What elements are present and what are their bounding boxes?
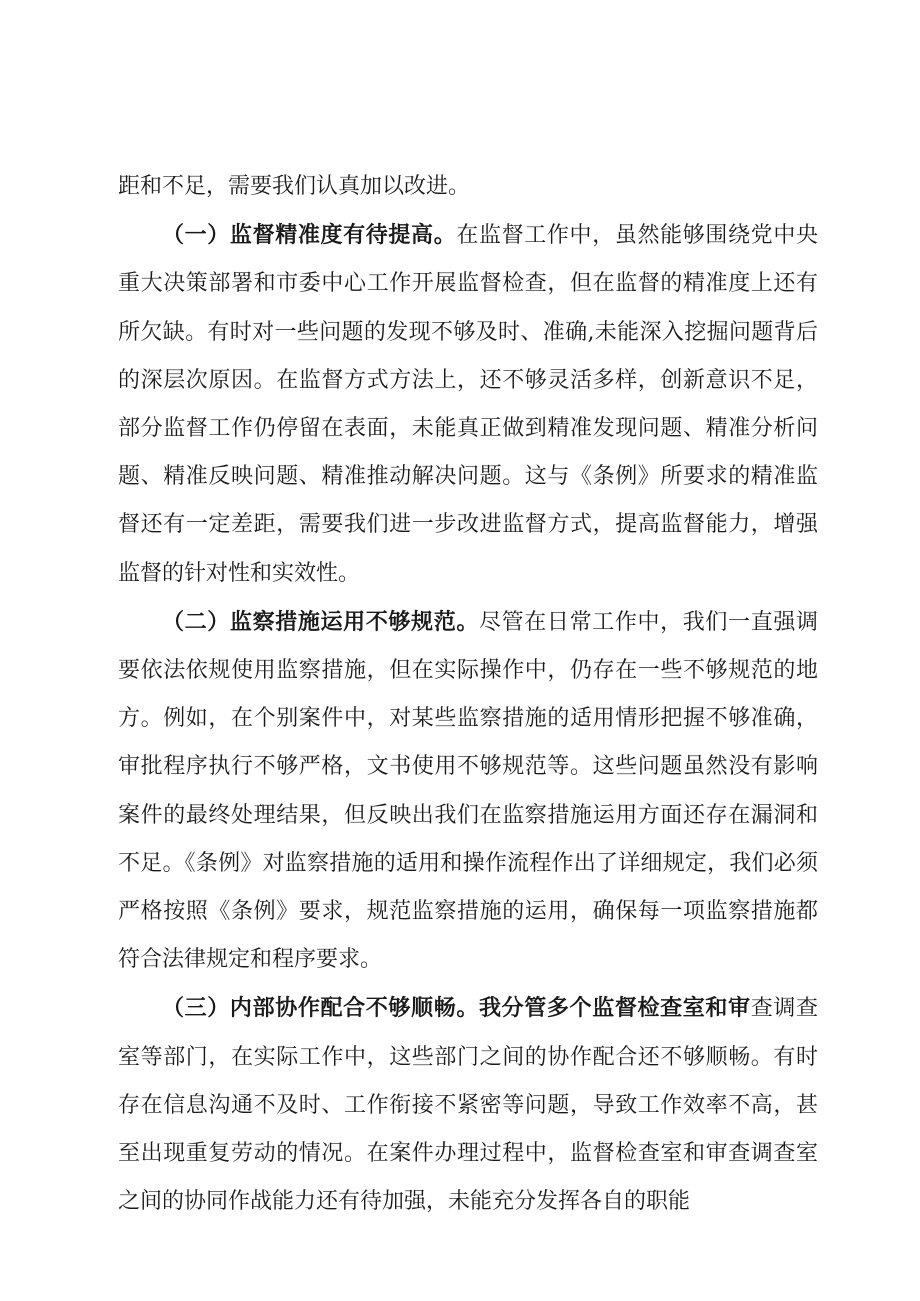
document-body (118, 163, 818, 1226)
section-heading-2: （二）监察措施运用不够规范。 (162, 608, 479, 635)
paragraph-text: 在监督工作中，虽然能够围绕党中央重大决策部署和市委中心工作开展监督检查，但在监督的精准度上还有所欠缺。有时对一些问题的发现不够及时、准确,未能深入挖掘问题背后的深层次原因。在监督方式方法上，还不够灵活多样，创新意识不足，部分监督工作仍停留在表面，未能真正做到精准发现问题、精准分析问题、精准反映问题、精准推动解决问题。这与《条例》所要求的精准监督还有一定差距，需要我们进一步改进监督方式，提高监督能力，增强监督的针对性和实效性。 (118, 223, 818, 586)
section-heading-1: （一）监督精准度有待提高。 (162, 222, 457, 249)
paragraph-text: 查调查室等部门，在实际工作中，这些部门之间的协作配合还不够顺畅。有时存在信息沟通不及时、工作衔接不紧密等问题，导致工作效率不高，甚至出现重复劳动的情况。在案件办理过程中，监督检查室和审查调查室之间的协同作战能力还有待加强，未能充分发挥各自的职能 (118, 996, 818, 1215)
paragraph-text: 距和不足，需要我们认真加以改进。 (118, 174, 471, 199)
bold-sentence: 我分管多个监督检查室和审 (478, 995, 751, 1022)
paragraph-continuation (118, 163, 818, 211)
section-heading-3: （三）内部协作配合不够顺畅。 (162, 995, 479, 1022)
paragraph-section-1 (118, 211, 818, 598)
paragraph-section-2 (118, 598, 818, 985)
paragraph-text: 尽管在日常工作中，我们一直强调要依法依规使用监察措施，但在实际操作中，仍存在一些不够规范的地方。例如，在个别案件中，对某些监察措施的适用情形把握不够准确，审批程序执行不够严格，文书使用不够规范等。这些问题虽然没有影响案件的最终处理结果，但反映出我们在监察措施运用方面还存在漏洞和不足。《条例》对监察措施的适用和操作流程作出了详细规定，我们必须严格按照《条例》要求，规范监察措施的运用，确保每一项监察措施都符合法律规定和程序要求。 (118, 609, 818, 973)
paragraph-section-3 (118, 984, 818, 1226)
